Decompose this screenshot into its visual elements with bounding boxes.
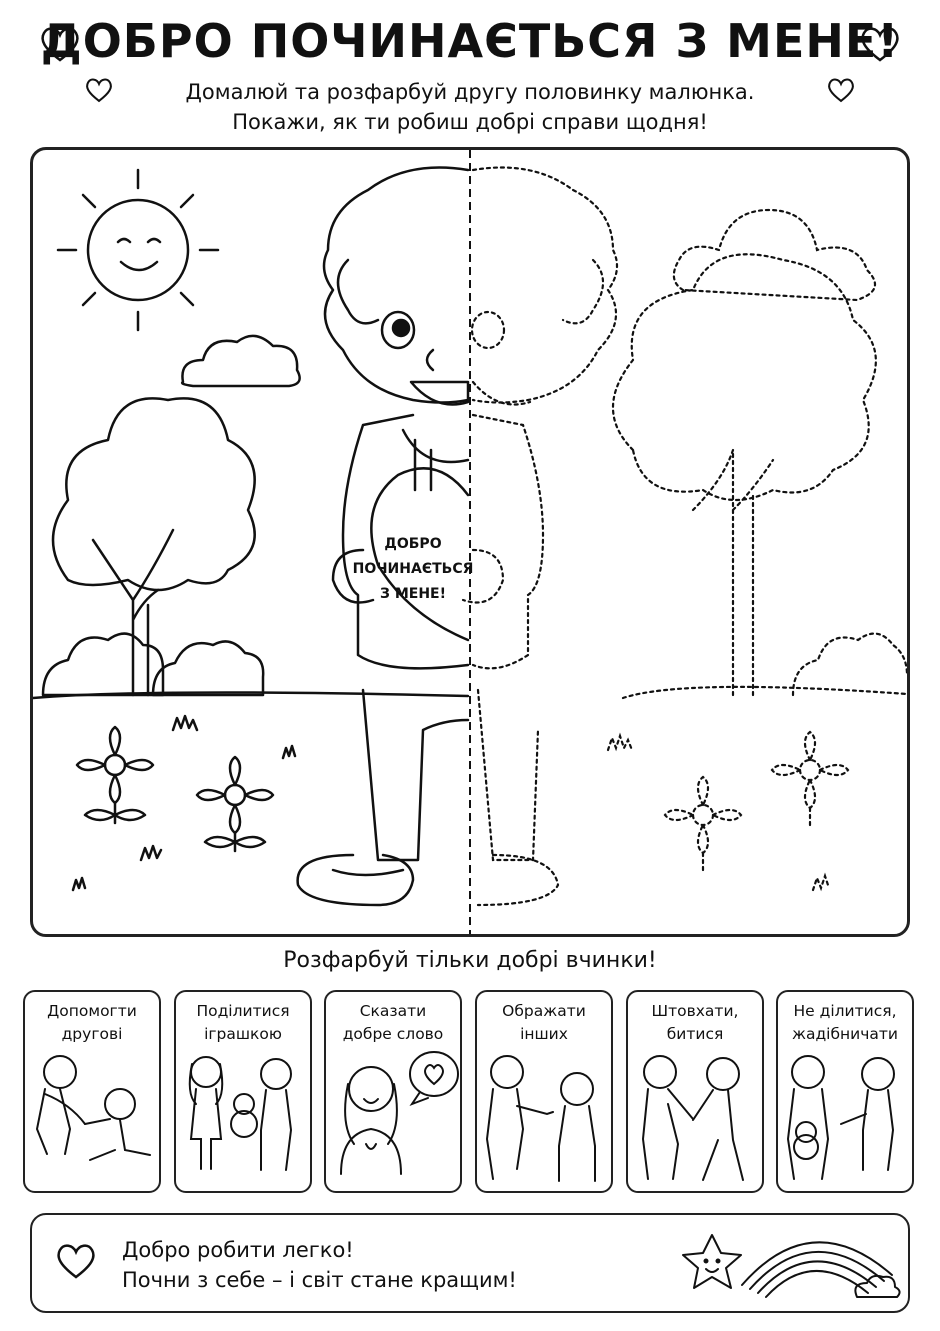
greedy-children-drawing — [778, 1044, 912, 1193]
footer-box — [30, 1213, 910, 1313]
cloud-icon — [182, 336, 300, 386]
footer-line-1: Добро робити легко! — [122, 1238, 354, 1262]
page-title: ДОБРО ПОЧИНАЄТЬСЯ З МЕНЕ! — [40, 14, 900, 68]
card-label: Не ділитися, жадібничати — [791, 1002, 898, 1043]
heart-icon — [858, 24, 902, 64]
card-label: Допомогти другові — [47, 1002, 137, 1043]
deed-card-push-fight[interactable] — [626, 990, 764, 1193]
deed-card-insult-others[interactable] — [475, 990, 613, 1193]
instruction-text: Розфарбуй тільки добрі вчинки! — [283, 948, 657, 973]
helping-children-drawing — [25, 1044, 159, 1193]
deed-card-kind-word[interactable] — [324, 990, 462, 1193]
coloring-scene[interactable] — [30, 147, 910, 937]
flower-icon — [197, 757, 273, 851]
star-icon — [683, 1235, 741, 1288]
subtitle-line-2: Покажи, як ти робиш добрі справи щодня! — [232, 110, 708, 134]
star-rainbow-icon — [672, 1225, 902, 1307]
heart-sign-line-2: ПОЧИНАЄТЬСЯ — [352, 561, 474, 577]
girl-kind-word-drawing — [326, 1044, 460, 1193]
flower-icon — [77, 727, 153, 823]
deed-card-help-friend[interactable] — [23, 990, 161, 1193]
heart-icon — [826, 76, 856, 104]
scene-drawing — [33, 150, 907, 934]
heart-icon — [38, 24, 82, 64]
card-label: Ображати інших — [502, 1002, 586, 1043]
insulting-children-drawing — [477, 1044, 611, 1193]
flower-icon — [772, 732, 848, 828]
card-label: Сказати добре слово — [342, 1002, 444, 1043]
flower-icon — [665, 777, 741, 873]
sharing-children-drawing — [176, 1044, 310, 1193]
heart-sign-line-3: З МЕНЕ! — [380, 586, 446, 602]
boy-drawing — [298, 168, 468, 906]
subtitle-line-1: Домалюй та розфарбуй другу половинку малюнка. — [185, 80, 755, 104]
deed-card-share-toy[interactable] — [174, 990, 312, 1193]
heart-sign-line-1: ДОБРО — [384, 536, 442, 552]
tree-icon — [53, 398, 255, 695]
card-label: Поділитися іграшкою — [196, 1002, 290, 1043]
cloud-icon — [674, 210, 875, 300]
sun-icon — [58, 170, 218, 330]
heart-icon — [54, 1241, 98, 1281]
card-label: Штовхати, битися — [651, 1002, 739, 1043]
heart-icon — [84, 76, 114, 104]
tree-icon — [613, 254, 876, 695]
footer-message — [122, 1235, 517, 1295]
deed-card-greedy[interactable] — [776, 990, 914, 1193]
footer-line-2: Почни з себе – і світ стане кращим! — [122, 1268, 517, 1292]
fighting-children-drawing — [628, 1044, 762, 1193]
